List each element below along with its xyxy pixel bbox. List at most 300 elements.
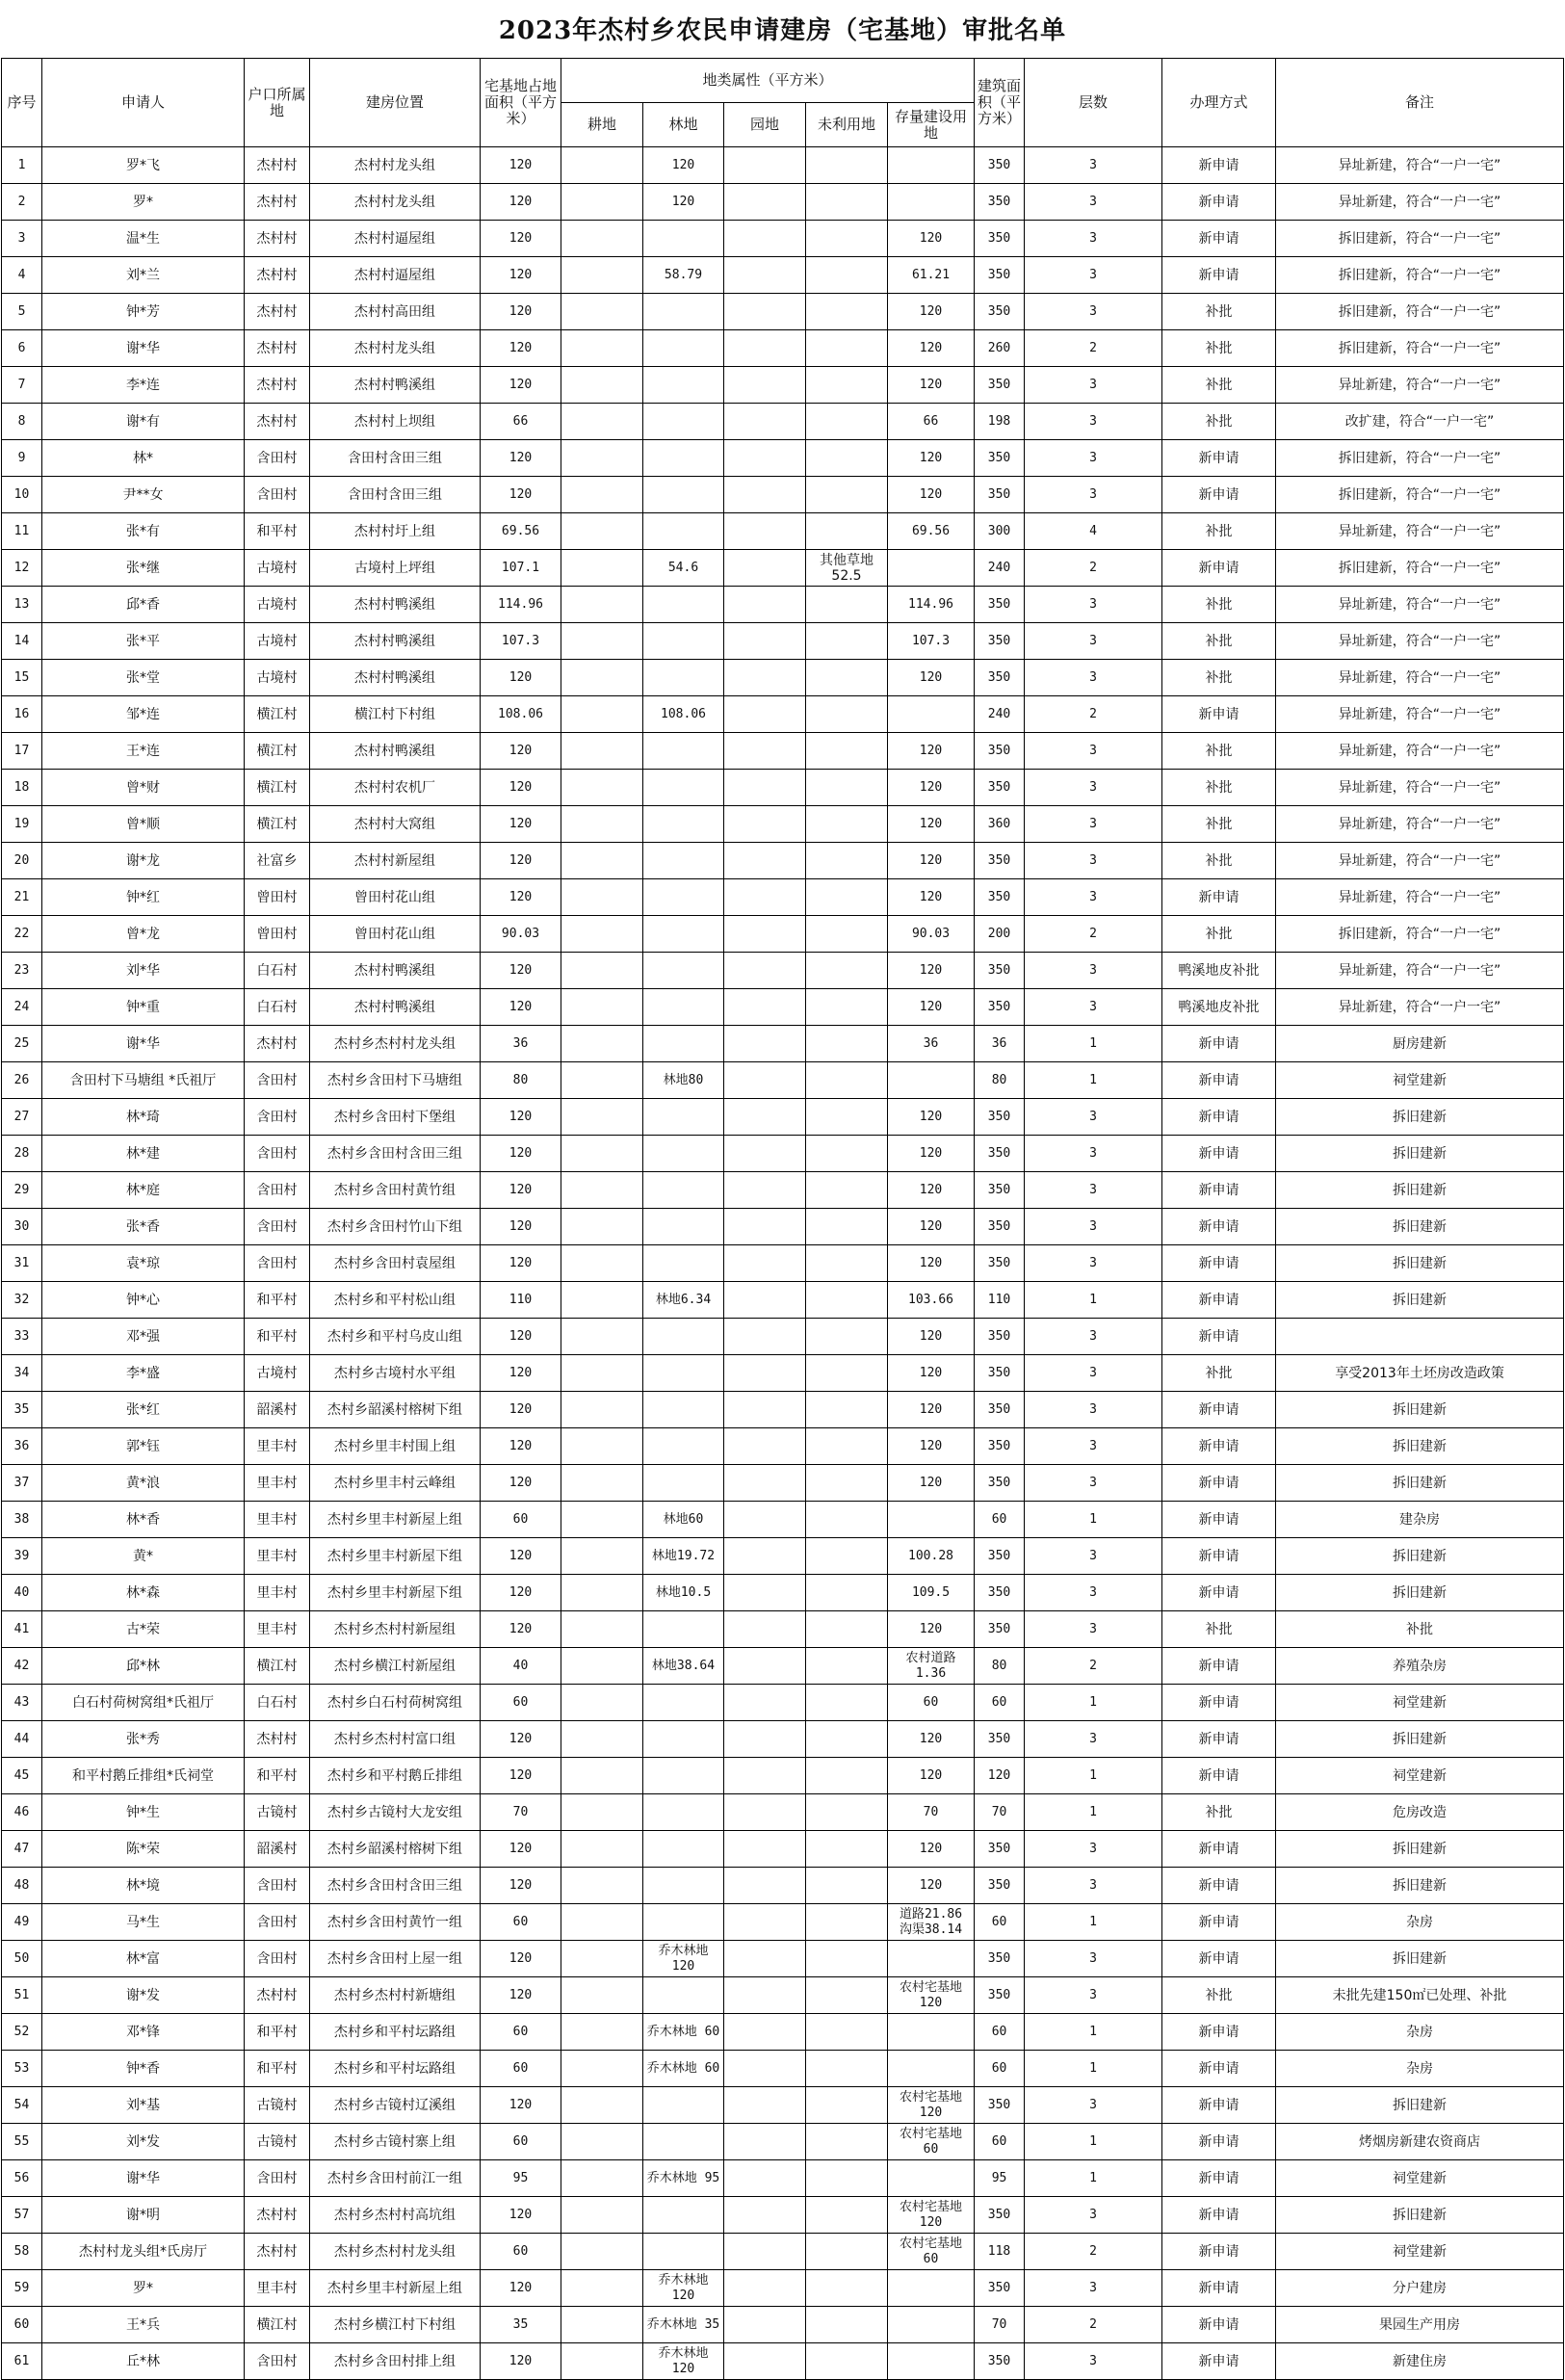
cell-forest: 120	[643, 147, 724, 184]
cell-existing: 107.3	[888, 623, 975, 660]
header-unused: 未利用地	[806, 103, 888, 147]
cell-forest: 乔木林地 95	[643, 2160, 724, 2197]
cell-existing: 100.28	[888, 1538, 975, 1575]
cell-location: 杰村村鸭溪组	[310, 623, 481, 660]
cell-method: 新申请	[1162, 184, 1276, 221]
cell-building-area: 110	[975, 1282, 1025, 1319]
cell-remark: 拆旧建新，符合“一户一宅”	[1276, 257, 1564, 294]
cell-building-area: 350	[975, 1941, 1025, 1977]
cell-forest	[643, 623, 724, 660]
cell-unused	[806, 806, 888, 843]
cell-seq: 42	[2, 1648, 42, 1685]
cell-building-area: 350	[975, 770, 1025, 806]
cell-floors: 3	[1025, 1611, 1162, 1648]
cell-building-area: 300	[975, 513, 1025, 550]
cell-site-area: 120	[481, 1319, 561, 1355]
cell-floors: 1	[1025, 1685, 1162, 1721]
cell-method: 新申请	[1162, 2051, 1276, 2087]
table-row	[2, 1245, 1564, 1282]
cell-forest: 林地60	[643, 1502, 724, 1538]
cell-unused	[806, 1465, 888, 1502]
table-row	[2, 1538, 1564, 1575]
cell-household: 含田村	[245, 1062, 310, 1099]
cell-location: 杰村村新屋组	[310, 843, 481, 879]
cell-remark: 祠堂建新	[1276, 2160, 1564, 2197]
cell-applicant: 张*有	[42, 513, 245, 550]
cell-unused	[806, 440, 888, 477]
cell-unused	[806, 623, 888, 660]
cell-forest	[643, 989, 724, 1026]
table-row	[2, 879, 1564, 916]
header-garden: 园地	[724, 103, 806, 147]
table-row	[2, 147, 1564, 184]
header-existing: 存量建设用地	[888, 103, 975, 147]
cell-household: 含田村	[245, 1868, 310, 1904]
cell-location: 杰村乡含田村袁屋组	[310, 1245, 481, 1282]
cell-seq: 23	[2, 953, 42, 989]
cell-method: 新申请	[1162, 1721, 1276, 1758]
cell-building-area: 350	[975, 477, 1025, 513]
cell-building-area: 350	[975, 2270, 1025, 2307]
cell-farmland	[561, 1502, 643, 1538]
cell-building-area: 80	[975, 1648, 1025, 1685]
cell-forest	[643, 1136, 724, 1172]
cell-method: 新申请	[1162, 1245, 1276, 1282]
cell-site-area: 60	[481, 2234, 561, 2270]
cell-site-area: 120	[481, 2087, 561, 2124]
cell-applicant: 邱*林	[42, 1648, 245, 1685]
cell-household: 杰村村	[245, 2234, 310, 2270]
cell-applicant: 陈*荣	[42, 1831, 245, 1868]
cell-site-area: 120	[481, 989, 561, 1026]
table-row	[2, 1392, 1564, 1428]
cell-garden	[724, 1355, 806, 1392]
cell-remark: 异址新建，符合“一户一宅”	[1276, 513, 1564, 550]
cell-applicant: 林*	[42, 440, 245, 477]
cell-applicant: 张*红	[42, 1392, 245, 1428]
cell-garden	[724, 843, 806, 879]
cell-location: 杰村村鸭溪组	[310, 989, 481, 1026]
cell-forest	[643, 2234, 724, 2270]
cell-garden	[724, 2343, 806, 2380]
cell-remark: 拆旧建新	[1276, 1245, 1564, 1282]
cell-forest	[643, 806, 724, 843]
cell-building-area: 350	[975, 1721, 1025, 1758]
cell-farmland	[561, 1685, 643, 1721]
cell-farmland	[561, 2124, 643, 2160]
cell-seq: 25	[2, 1026, 42, 1062]
cell-method: 新申请	[1162, 1319, 1276, 1355]
table-body	[2, 147, 1564, 2380]
cell-existing: 120	[888, 1465, 975, 1502]
cell-unused	[806, 147, 888, 184]
cell-household: 杰村村	[245, 1721, 310, 1758]
cell-applicant: 钟*红	[42, 879, 245, 916]
cell-farmland	[561, 1136, 643, 1172]
cell-existing: 农村宅基地 120	[888, 1977, 975, 2014]
cell-forest: 54.6	[643, 550, 724, 587]
cell-remark: 异址新建，符合“一户一宅”	[1276, 367, 1564, 404]
cell-household: 古境村	[245, 550, 310, 587]
cell-existing: 120	[888, 770, 975, 806]
cell-building-area: 60	[975, 1685, 1025, 1721]
cell-seq: 5	[2, 294, 42, 330]
cell-garden	[724, 1282, 806, 1319]
cell-floors: 3	[1025, 1721, 1162, 1758]
cell-method: 新申请	[1162, 1465, 1276, 1502]
cell-applicant: 谢*龙	[42, 843, 245, 879]
cell-site-area: 120	[481, 953, 561, 989]
cell-building-area: 350	[975, 221, 1025, 257]
cell-household: 含田村	[245, 1904, 310, 1941]
cell-household: 含田村	[245, 440, 310, 477]
cell-forest: 林地38.64	[643, 1648, 724, 1685]
cell-floors: 3	[1025, 1172, 1162, 1209]
cell-unused	[806, 513, 888, 550]
cell-farmland	[561, 1721, 643, 1758]
cell-garden	[724, 2014, 806, 2051]
cell-building-area: 350	[975, 1392, 1025, 1428]
cell-building-area: 70	[975, 1794, 1025, 1831]
cell-forest	[643, 953, 724, 989]
cell-remark: 拆旧建新	[1276, 1136, 1564, 1172]
cell-seq: 53	[2, 2051, 42, 2087]
cell-method: 新申请	[1162, 257, 1276, 294]
cell-farmland	[561, 916, 643, 953]
cell-method: 补批	[1162, 367, 1276, 404]
cell-household: 里丰村	[245, 1611, 310, 1648]
cell-building-area: 350	[975, 1575, 1025, 1611]
cell-seq: 6	[2, 330, 42, 367]
cell-unused	[806, 1758, 888, 1794]
cell-unused	[806, 2197, 888, 2234]
table-row	[2, 770, 1564, 806]
cell-farmland	[561, 879, 643, 916]
cell-building-area: 350	[975, 1319, 1025, 1355]
cell-seq: 40	[2, 1575, 42, 1611]
table-row	[2, 184, 1564, 221]
cell-building-area: 350	[975, 879, 1025, 916]
cell-farmland	[561, 1245, 643, 1282]
cell-location: 杰村村鸭溪组	[310, 953, 481, 989]
cell-farmland	[561, 1831, 643, 1868]
cell-remark: 拆旧建新	[1276, 1428, 1564, 1465]
cell-garden	[724, 367, 806, 404]
cell-household: 里丰村	[245, 1538, 310, 1575]
cell-applicant: 邓*强	[42, 1319, 245, 1355]
cell-building-area: 118	[975, 2234, 1025, 2270]
cell-unused	[806, 1794, 888, 1831]
cell-unused	[806, 330, 888, 367]
cell-remark: 享受2013年土坯房改造政策	[1276, 1355, 1564, 1392]
cell-unused	[806, 916, 888, 953]
cell-building-area: 60	[975, 2014, 1025, 2051]
cell-unused	[806, 1062, 888, 1099]
cell-farmland	[561, 989, 643, 1026]
cell-location: 曾田村花山组	[310, 916, 481, 953]
cell-garden	[724, 1136, 806, 1172]
cell-floors: 3	[1025, 1465, 1162, 1502]
cell-existing: 120	[888, 806, 975, 843]
cell-floors: 1	[1025, 2160, 1162, 2197]
table-row	[2, 989, 1564, 1026]
cell-seq: 17	[2, 733, 42, 770]
cell-forest	[643, 1831, 724, 1868]
table-row	[2, 1575, 1564, 1611]
cell-method: 补批	[1162, 623, 1276, 660]
cell-seq: 54	[2, 2087, 42, 2124]
header-location: 建房位置	[310, 59, 481, 147]
table-row	[2, 806, 1564, 843]
cell-building-area: 350	[975, 1868, 1025, 1904]
cell-forest	[643, 1794, 724, 1831]
cell-location: 杰村村高田组	[310, 294, 481, 330]
cell-existing: 农村道路 1.36	[888, 1648, 975, 1685]
cell-unused	[806, 1099, 888, 1136]
cell-seq: 51	[2, 1977, 42, 2014]
cell-household: 里丰村	[245, 1575, 310, 1611]
cell-building-area: 120	[975, 1758, 1025, 1794]
cell-garden	[724, 2160, 806, 2197]
cell-existing: 66	[888, 404, 975, 440]
cell-farmland	[561, 2307, 643, 2343]
cell-household: 含田村	[245, 477, 310, 513]
cell-method: 新申请	[1162, 1282, 1276, 1319]
cell-farmland	[561, 1538, 643, 1575]
cell-forest: 乔木林地 60	[643, 2014, 724, 2051]
cell-site-area: 36	[481, 1026, 561, 1062]
cell-unused	[806, 733, 888, 770]
cell-unused	[806, 2051, 888, 2087]
cell-applicant: 白石村荷树窝组*氏祖厅	[42, 1685, 245, 1721]
cell-method: 新申请	[1162, 2343, 1276, 2380]
cell-garden	[724, 1575, 806, 1611]
cell-remark: 拆旧建新	[1276, 1575, 1564, 1611]
cell-seq: 12	[2, 550, 42, 587]
cell-farmland	[561, 1282, 643, 1319]
table-row	[2, 660, 1564, 696]
cell-method: 新申请	[1162, 2014, 1276, 2051]
cell-seq: 14	[2, 623, 42, 660]
cell-household: 含田村	[245, 1941, 310, 1977]
cell-existing: 120	[888, 440, 975, 477]
cell-garden	[724, 330, 806, 367]
cell-applicant: 林*庭	[42, 1172, 245, 1209]
cell-floors: 3	[1025, 440, 1162, 477]
cell-building-area: 350	[975, 843, 1025, 879]
cell-method: 新申请	[1162, 1502, 1276, 1538]
cell-unused	[806, 1977, 888, 2014]
cell-location: 曾田村花山组	[310, 879, 481, 916]
cell-household: 古镜村	[245, 1794, 310, 1831]
cell-floors: 3	[1025, 2087, 1162, 2124]
cell-existing: 69.56	[888, 513, 975, 550]
cell-existing: 61.21	[888, 257, 975, 294]
cell-site-area: 120	[481, 147, 561, 184]
cell-applicant: 张*秀	[42, 1721, 245, 1758]
cell-method: 新申请	[1162, 1136, 1276, 1172]
cell-site-area: 60	[481, 1904, 561, 1941]
cell-method: 补批	[1162, 916, 1276, 953]
table-row	[2, 1172, 1564, 1209]
cell-farmland	[561, 587, 643, 623]
cell-garden	[724, 221, 806, 257]
cell-farmland	[561, 147, 643, 184]
cell-existing: 120	[888, 660, 975, 696]
cell-site-area: 90.03	[481, 916, 561, 953]
cell-household: 古境村	[245, 660, 310, 696]
cell-building-area: 350	[975, 147, 1025, 184]
cell-existing: 农村宅基地 60	[888, 2234, 975, 2270]
cell-seq: 43	[2, 1685, 42, 1721]
cell-forest	[643, 1685, 724, 1721]
cell-applicant: 王*兵	[42, 2307, 245, 2343]
cell-farmland	[561, 1648, 643, 1685]
cell-method: 新申请	[1162, 1209, 1276, 1245]
cell-household: 横江村	[245, 733, 310, 770]
cell-garden	[724, 1941, 806, 1977]
cell-farmland	[561, 843, 643, 879]
cell-method: 鸭溪地皮补批	[1162, 989, 1276, 1026]
cell-existing	[888, 1941, 975, 1977]
table-row	[2, 221, 1564, 257]
cell-existing	[888, 550, 975, 587]
cell-existing: 120	[888, 843, 975, 879]
cell-garden	[724, 2234, 806, 2270]
cell-farmland	[561, 2087, 643, 2124]
cell-method: 补批	[1162, 1611, 1276, 1648]
cell-farmland	[561, 1172, 643, 1209]
cell-site-area: 120	[481, 1209, 561, 1245]
cell-method: 新申请	[1162, 440, 1276, 477]
cell-site-area: 60	[481, 1685, 561, 1721]
cell-forest	[643, 1392, 724, 1428]
cell-location: 杰村乡和平村坛路组	[310, 2051, 481, 2087]
table-row	[2, 1758, 1564, 1794]
cell-site-area: 70	[481, 1794, 561, 1831]
cell-existing	[888, 184, 975, 221]
cell-seq: 31	[2, 1245, 42, 1282]
cell-existing: 36	[888, 1026, 975, 1062]
cell-household: 和平村	[245, 2014, 310, 2051]
cell-site-area: 120	[481, 1575, 561, 1611]
cell-remark: 异址新建，符合“一户一宅”	[1276, 733, 1564, 770]
cell-site-area: 120	[481, 1172, 561, 1209]
cell-location: 杰村乡和平村坛路组	[310, 2014, 481, 2051]
cell-location: 杰村乡杰村村新塘组	[310, 1977, 481, 2014]
cell-building-area: 350	[975, 1245, 1025, 1282]
cell-seq: 8	[2, 404, 42, 440]
cell-seq: 36	[2, 1428, 42, 1465]
cell-garden	[724, 1685, 806, 1721]
cell-household: 和平村	[245, 2051, 310, 2087]
table-row	[2, 2270, 1564, 2307]
cell-seq: 16	[2, 696, 42, 733]
cell-forest: 林地6.34	[643, 1282, 724, 1319]
cell-existing: 120	[888, 1721, 975, 1758]
cell-location: 杰村村鸭溪组	[310, 660, 481, 696]
cell-forest: 乔木林地 120	[643, 2270, 724, 2307]
cell-unused	[806, 1831, 888, 1868]
cell-location: 杰村乡含田村竹山下组	[310, 1209, 481, 1245]
cell-applicant: 钟*芳	[42, 294, 245, 330]
cell-remark: 拆旧建新	[1276, 1392, 1564, 1428]
cell-existing: 120	[888, 879, 975, 916]
cell-building-area: 350	[975, 440, 1025, 477]
cell-unused	[806, 1502, 888, 1538]
cell-unused	[806, 1904, 888, 1941]
cell-applicant: 李*连	[42, 367, 245, 404]
cell-method: 新申请	[1162, 1026, 1276, 1062]
cell-location: 杰村村农机厂	[310, 770, 481, 806]
cell-unused	[806, 1685, 888, 1721]
cell-applicant: 袁*琼	[42, 1245, 245, 1282]
cell-location: 杰村乡里丰村新屋下组	[310, 1538, 481, 1575]
cell-location: 杰村乡韶溪村榕树下组	[310, 1831, 481, 1868]
cell-location: 杰村乡古镜村大龙安组	[310, 1794, 481, 1831]
cell-building-area: 350	[975, 953, 1025, 989]
cell-seq: 56	[2, 2160, 42, 2197]
cell-farmland	[561, 1355, 643, 1392]
cell-location: 杰村乡里丰村围上组	[310, 1428, 481, 1465]
cell-seq: 33	[2, 1319, 42, 1355]
cell-location: 杰村乡横江村新屋组	[310, 1648, 481, 1685]
table-row	[2, 953, 1564, 989]
cell-remark: 异址新建，符合“一户一宅”	[1276, 843, 1564, 879]
cell-site-area: 120	[481, 806, 561, 843]
cell-location: 杰村乡含田村下马塘组	[310, 1062, 481, 1099]
cell-method: 补批	[1162, 587, 1276, 623]
cell-forest: 乔木林地 120	[643, 2343, 724, 2380]
cell-existing	[888, 2014, 975, 2051]
cell-household: 杰村村	[245, 294, 310, 330]
cell-seq: 1	[2, 147, 42, 184]
header-applicant: 申请人	[42, 59, 245, 147]
cell-location: 杰村乡里丰村新屋上组	[310, 2270, 481, 2307]
cell-building-area: 60	[975, 2051, 1025, 2087]
cell-unused	[806, 2307, 888, 2343]
cell-site-area: 120	[481, 367, 561, 404]
cell-site-area: 120	[481, 440, 561, 477]
cell-household: 和平村	[245, 1758, 310, 1794]
cell-location: 杰村乡含田村黄竹组	[310, 1172, 481, 1209]
cell-farmland	[561, 1611, 643, 1648]
cell-unused	[806, 2014, 888, 2051]
cell-applicant: 和平村鹅丘排组*氏祠堂	[42, 1758, 245, 1794]
cell-floors: 3	[1025, 184, 1162, 221]
cell-method: 新申请	[1162, 1831, 1276, 1868]
cell-floors: 2	[1025, 916, 1162, 953]
cell-forest	[643, 1977, 724, 2014]
cell-existing: 120	[888, 1319, 975, 1355]
cell-method: 补批	[1162, 513, 1276, 550]
cell-site-area: 66	[481, 404, 561, 440]
cell-applicant: 邹*连	[42, 696, 245, 733]
cell-farmland	[561, 1465, 643, 1502]
cell-applicant: 林*建	[42, 1136, 245, 1172]
cell-location: 杰村乡和平村松山组	[310, 1282, 481, 1319]
cell-forest	[643, 1245, 724, 1282]
cell-floors: 3	[1025, 1575, 1162, 1611]
cell-site-area: 120	[481, 770, 561, 806]
cell-seq: 9	[2, 440, 42, 477]
cell-existing	[888, 2307, 975, 2343]
cell-forest	[643, 1172, 724, 1209]
cell-unused	[806, 879, 888, 916]
table-header	[2, 59, 1564, 147]
table-row	[2, 1648, 1564, 1685]
cell-method: 新申请	[1162, 477, 1276, 513]
